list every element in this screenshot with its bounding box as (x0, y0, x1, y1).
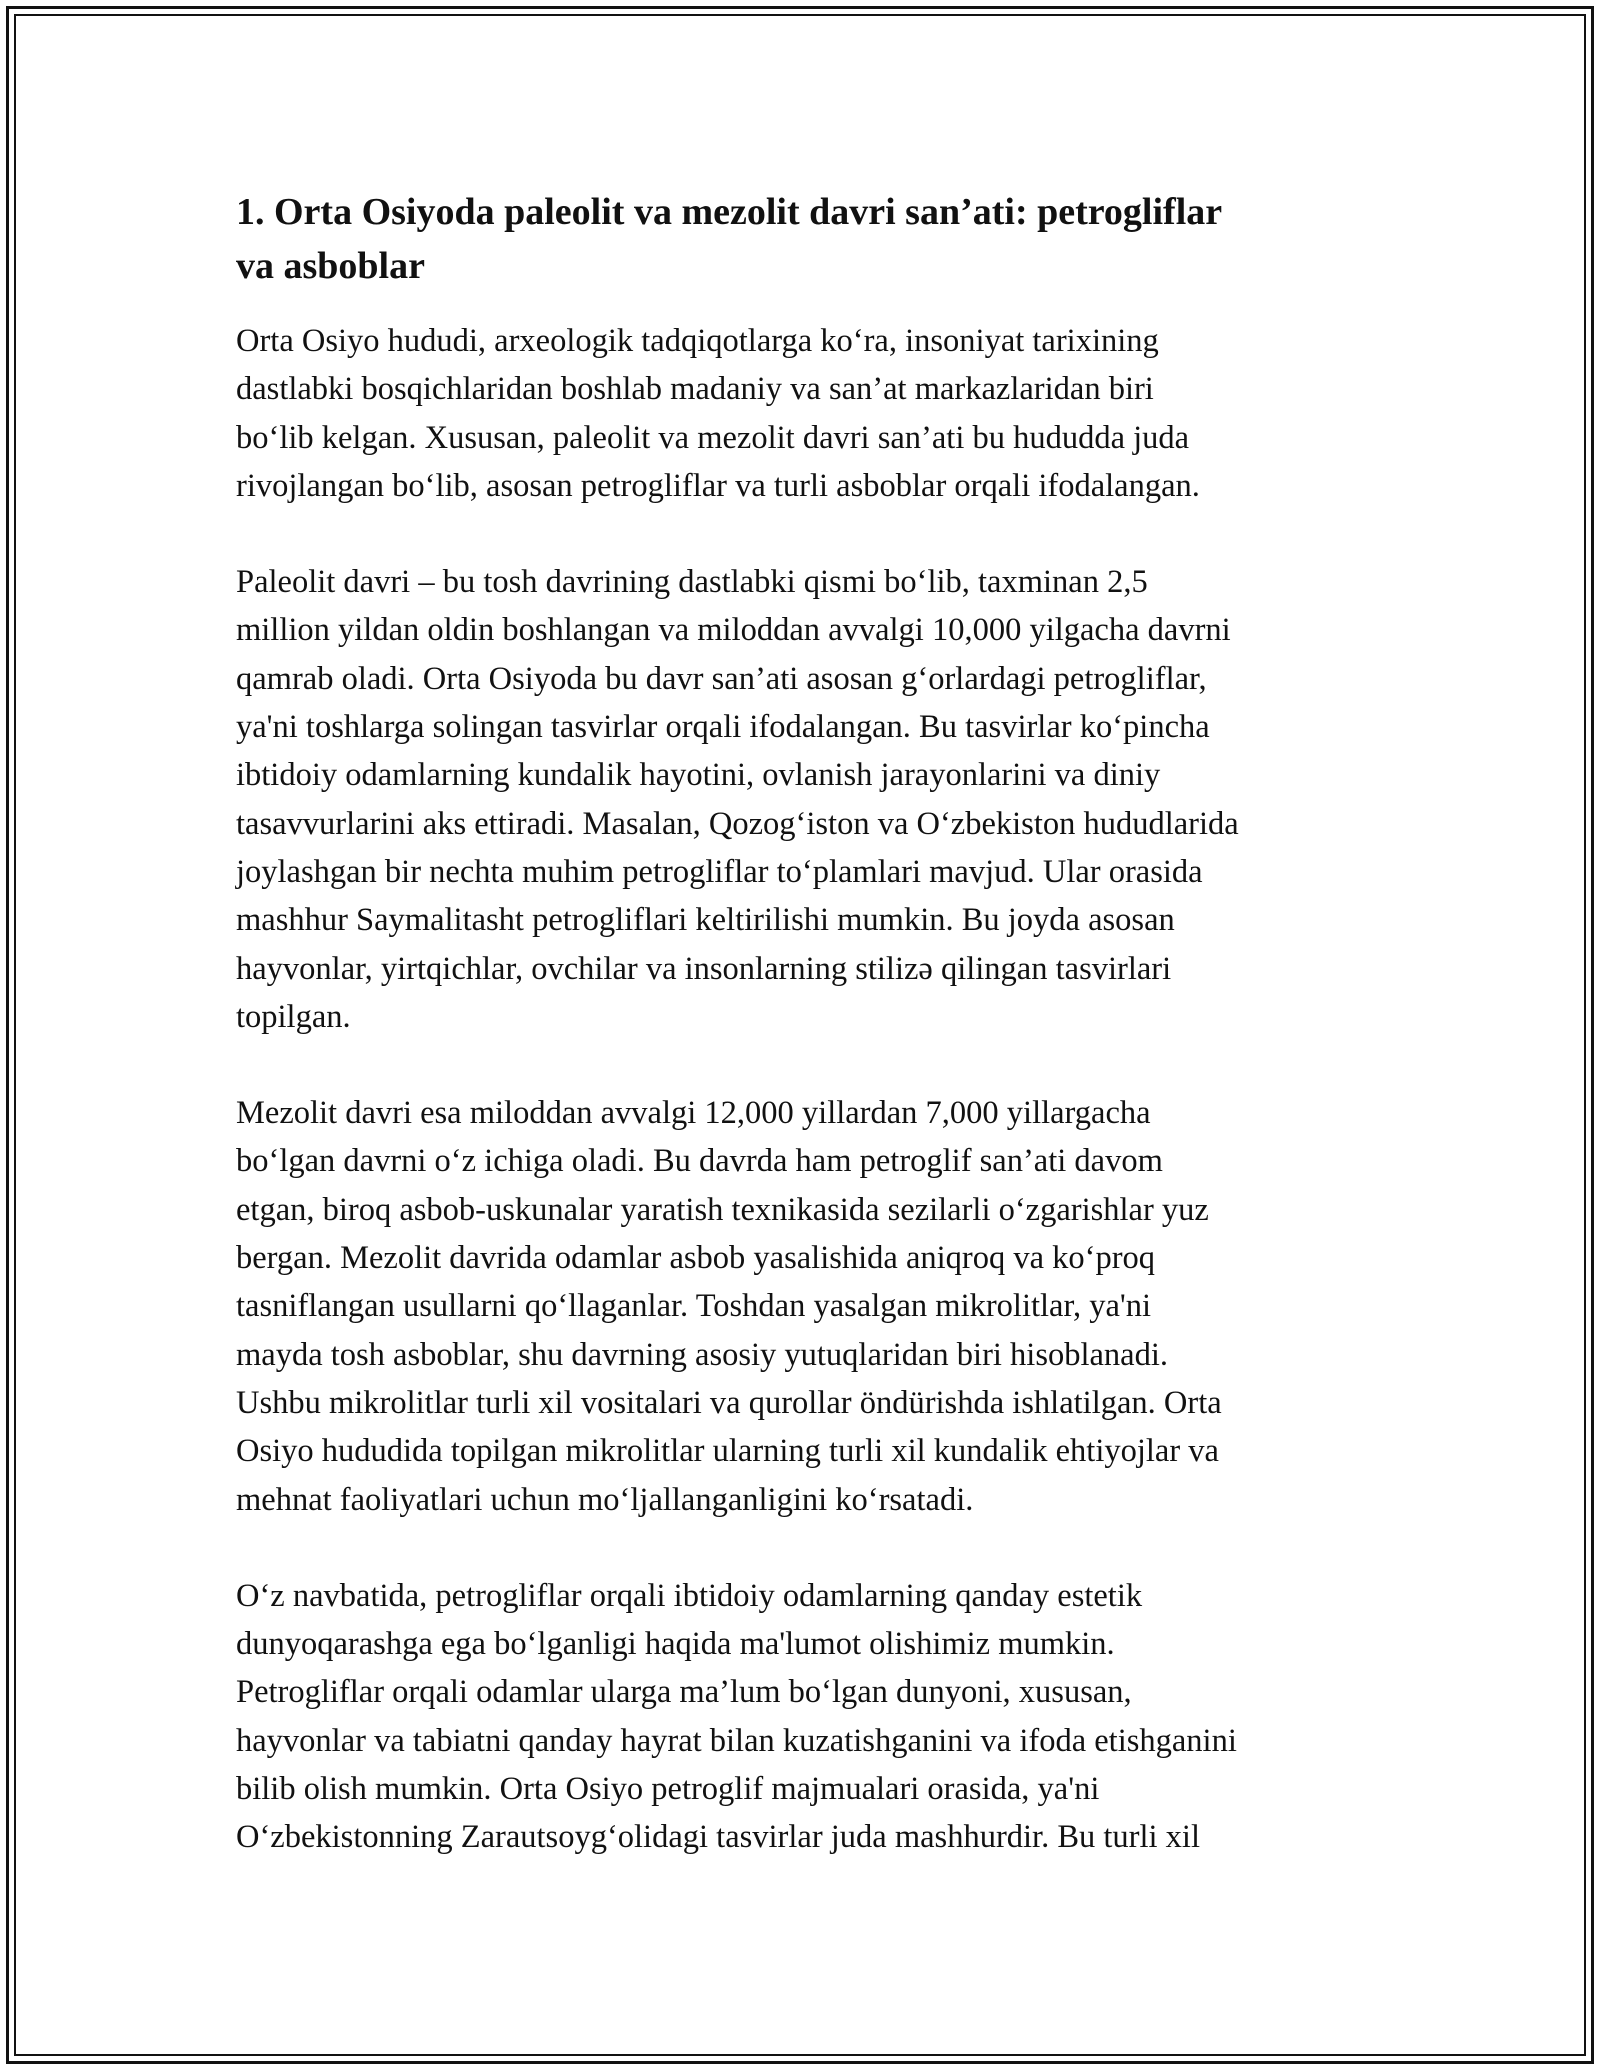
paragraph-line: Mezolit davri esa miloddan avvalgi 12,000 yillardan 7,000 yillargacha (236, 1095, 1151, 1132)
body-paragraph (236, 558, 1386, 1041)
paragraph-line: dastlabki bosqichlaridan boshlab madaniy va san’at markazlaridan biri (236, 371, 1154, 408)
paragraph-line: tasniflangan usullarni qo‘llaganlar. Toshdan yasalgan mikrolitlar, ya'ni (236, 1288, 1152, 1325)
paragraph-line: dunyoqarashga ega bo‘lganligi haqida ma'lumot olishimiz mumkin. (236, 1626, 1115, 1663)
paragraph-line: million yildan oldin boshlangan va miloddan avvalgi 10,000 yilgacha davrni (236, 612, 1231, 649)
paragraph-line: Ushbu mikrolitlar turli xil vositalari va qurollar öndürishda ishlatilgan. Orta (236, 1384, 1222, 1421)
paragraph-line: ibtidoiy odamlarning kundalik hayotini, ovlanish jarayonlarini va diniy (236, 757, 1161, 794)
paragraph-line: Osiyo hududida topilgan mikrolitlar ularning turli xil kundalik ehtiyojlar va (236, 1433, 1219, 1470)
paragraph-line: hayvonlar va tabiatni qanday hayrat bilan kuzatishganini va ifoda etishganini (236, 1722, 1237, 1759)
paragraph-line: rivojlangan bo‘lib, asosan petrogliflar va turli asboblar orqali ifodalangan. (236, 467, 1200, 504)
paragraph-line: hayvonlar, yirtqichlar, ovchilar va insonlarning stilizə qilingan tasvirlari (236, 950, 1172, 987)
paragraph-line: qamrab oladi. Orta Osiyoda bu davr san’ati asosan g‘orlardagi petrogliflar, (236, 660, 1207, 697)
paragraph-line: mehnat faoliyatlari uchun mo‘ljallanganligini ko‘rsatadi. (236, 1481, 974, 1518)
paragraph-line: bilib olish mumkin. Orta Osiyo petroglif majmualari orasida, ya'ni (236, 1771, 1100, 1808)
body-paragraph (236, 317, 1386, 510)
section-title (236, 185, 1386, 293)
paragraph-line: etgan, biroq asbob-uskunalar yaratish texnikasida sezilarli o‘zgarishlar yuz (236, 1191, 1209, 1228)
paragraph-line: topilgan. (236, 998, 351, 1035)
paragraph-line: bo‘lib kelgan. Xususan, paleolit va mezolit davri san’ati bu hududda juda (236, 419, 1190, 456)
paragraph-line: mashhur Saymalitasht petrogliflari keltirilishi mumkin. Bu joyda asosan (236, 902, 1175, 939)
paragraph-line: bo‘lgan davrni o‘z ichiga oladi. Bu davrda ham petroglif san’ati davom (236, 1143, 1163, 1180)
title-line: va asboblar (236, 245, 425, 287)
paragraph-line: bergan. Mezolit davrida odamlar asbob yasalishida aniqroq va ko‘proq (236, 1240, 1156, 1277)
paragraph-line: ya'ni toshlarga solingan tasvirlar orqali ifodalangan. Bu tasvirlar ko‘pincha (236, 709, 1210, 746)
title-line: 1. Orta Osiyoda paleolit va mezolit davri san’ati: petrogliflar (236, 191, 1223, 233)
body-paragraph (236, 1572, 1386, 1862)
paragraph-line: Petrogliflar orqali odamlar ularga ma’lum bo‘lgan dunyoni, xususan, (236, 1674, 1132, 1711)
body-paragraph (236, 1089, 1386, 1524)
paragraph-line: O‘zbekistonning Zarautsoyg‘olidagi tasvirlar juda mashhurdir. Bu turli xil (236, 1819, 1200, 1856)
paragraph-line: mayda tosh asboblar, shu davrning asosiy yutuqlaridan biri hisoblanadi. (236, 1336, 1169, 1373)
paragraph-line: O‘z navbatida, petrogliflar orqali ibtidoiy odamlarning qanday estetik (236, 1577, 1143, 1614)
paragraph-line: tasavvurlarini aks ettiradi. Masalan, Qozog‘iston va O‘zbekiston hududlarida (236, 805, 1239, 842)
document-body (236, 317, 1386, 1862)
paragraph-line: joylashgan bir nechta muhim petrogliflar to‘plamlari mavjud. Ular orasida (236, 853, 1203, 890)
document-page (236, 185, 1386, 1910)
paragraph-line: Paleolit davri – bu tosh davrining dastlabki qismi bo‘lib, taxminan 2,5 (236, 564, 1148, 601)
paragraph-line: Orta Osiyo hududi, arxeologik tadqiqotlarga ko‘ra, insoniyat tarixining (236, 323, 1159, 359)
